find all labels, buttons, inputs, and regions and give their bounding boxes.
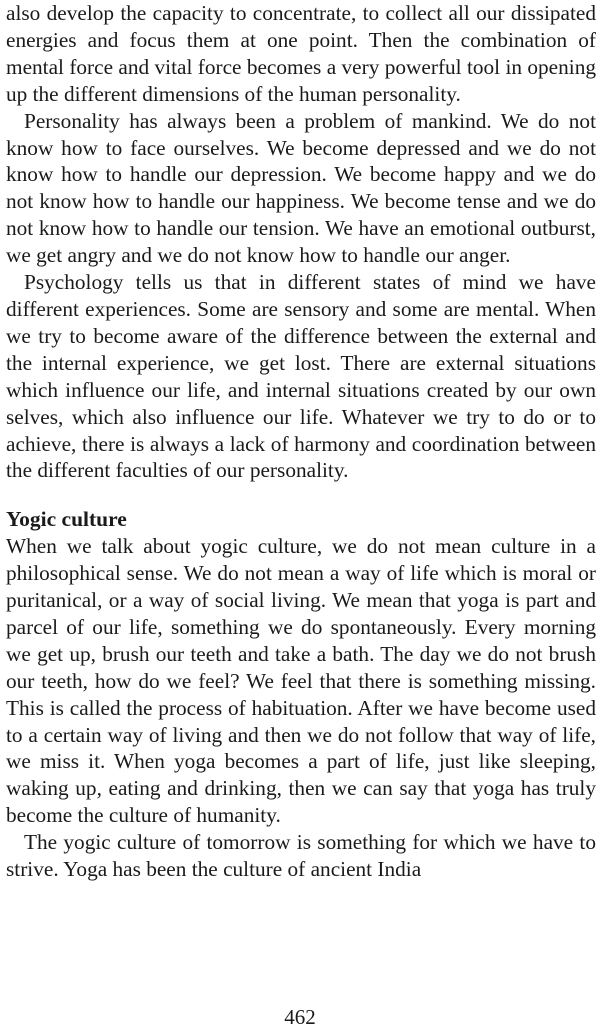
paragraph-yogic-tomorrow: The yogic culture of tomorrow is something for which we have to strive. Yoga has been the culture of ancient India bbox=[6, 830, 596, 882]
section-spacer bbox=[6, 484, 596, 498]
book-page bbox=[6, 0, 596, 883]
page-number: 462 bbox=[284, 1005, 316, 1029]
paragraph-personality: Personality has always been a problem of mankind. We do not know how to face ourselves. We become depressed and we do not know how to handle our depression. We become happy and we do not know how to handle our happiness. We become tense and we do not know how to handle our tension. We have an emotional outburst, we get angry and we do not know how to handle our anger. bbox=[6, 108, 596, 268]
paragraph-psychology: Psychology tells us that in different states of mind we have different experiences. Some are sensory and some are mental. When we try to become aware of the difference between the external and the internal experience, we get lost. There are external situations which influence our life, and internal situations created by our own selves, which also influence our life. Whatever we try to do or to achieve, there is always a lack of harmony and coordination between the different faculties of our personality. bbox=[6, 270, 596, 483]
section-heading: Yogic culture bbox=[6, 507, 127, 532]
paragraph-yogic-culture: When we talk about yogic culture, we do not mean culture in a philosophical sense. We do not mean a way of life which is moral or puritanical, or a way of social living. We mean that yoga is part and parcel of our life, something we do spontaneously. Every morning we get up, brush our teeth and take a bath. The day we do not brush our teeth, how do we feel? We feel that there is something missing. This is called the process of habituation. After we have become used to a certain way of living and then we do not follow that way of life, we miss it. When yoga becomes a part of life, just like sleeping, waking up, eating and drinking, then we can say that yoga has truly become the culture of humanity. bbox=[6, 534, 596, 828]
paragraph-concentration: also develop the capacity to concentrate, to collect all our dissipated energies and focus them at one point. Then the combination of mental force and vital force becomes a very powerful tool in opening up the different dimensions of the human personality. bbox=[6, 1, 596, 106]
